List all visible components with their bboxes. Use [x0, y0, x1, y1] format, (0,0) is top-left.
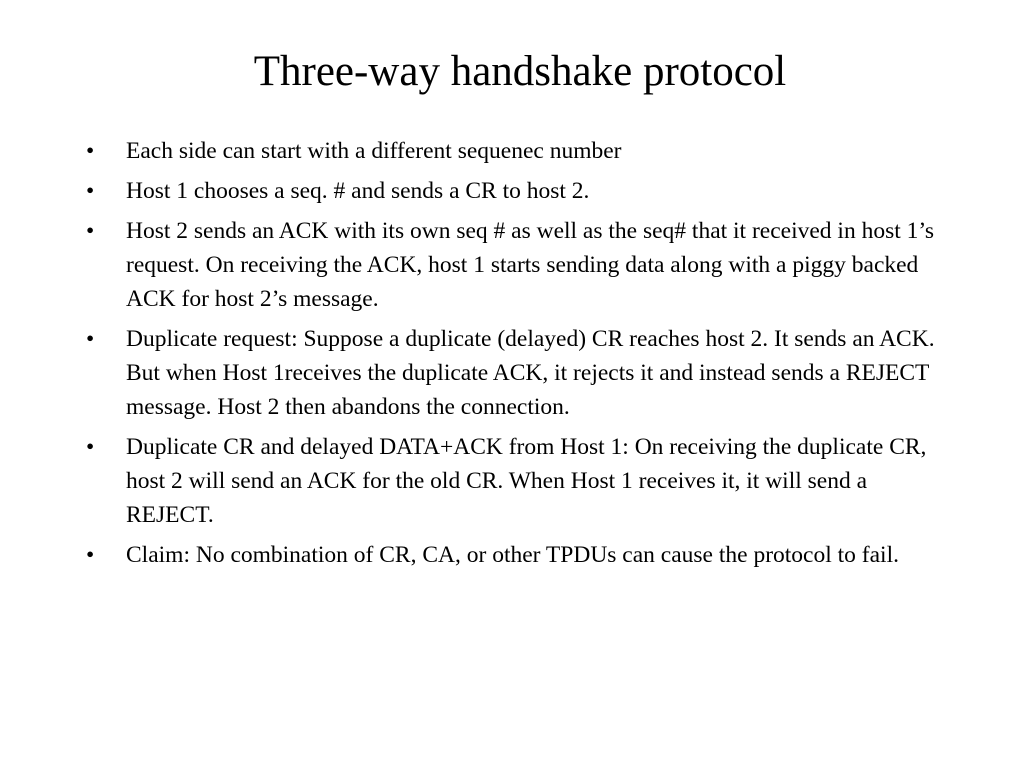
bullet-icon: •	[86, 542, 95, 568]
bullet-icon: •	[86, 178, 95, 204]
bullet-text: Duplicate request: Suppose a duplicate (delayed) CR reaches host 2. It sends an ACK. But when Host 1receives the duplicate ACK, it rejects it and instead sends a REJECT message. Host 2 then abandons the connection.	[126, 326, 935, 420]
bullet-text: Each side can start with a different sequenec number	[126, 138, 622, 164]
bullet-item	[86, 134, 946, 168]
bullet-item	[86, 538, 946, 572]
bullet-text: Host 2 sends an ACK with its own seq # as well as the seq# that it received in host 1’s request. On receiving the ACK, host 1 starts sending data along with a piggy backed ACK for host 2’s message.	[126, 218, 935, 312]
bullet-list	[86, 134, 946, 578]
bullet-text: Host 1 chooses a seq. # and sends a CR to host 2.	[126, 178, 590, 204]
bullet-item	[86, 322, 946, 424]
bullet-item	[86, 174, 946, 208]
bullet-item	[86, 430, 946, 532]
bullet-icon: •	[86, 138, 95, 164]
slide-title: Three-way handshake protocol	[253, 48, 787, 95]
bullet-icon: •	[86, 326, 95, 352]
bullet-text: Duplicate CR and delayed DATA+ACK from Host 1: On receiving the duplicate CR, host 2 will send an ACK for the old CR. When Host 1 receives it, it will send a REJECT.	[126, 434, 927, 528]
bullet-item	[86, 214, 946, 316]
bullet-text: Claim: No combination of CR, CA, or other TPDUs can cause the protocol to fail.	[126, 542, 899, 568]
bullet-icon: •	[86, 218, 95, 244]
bullet-icon: •	[86, 434, 95, 460]
